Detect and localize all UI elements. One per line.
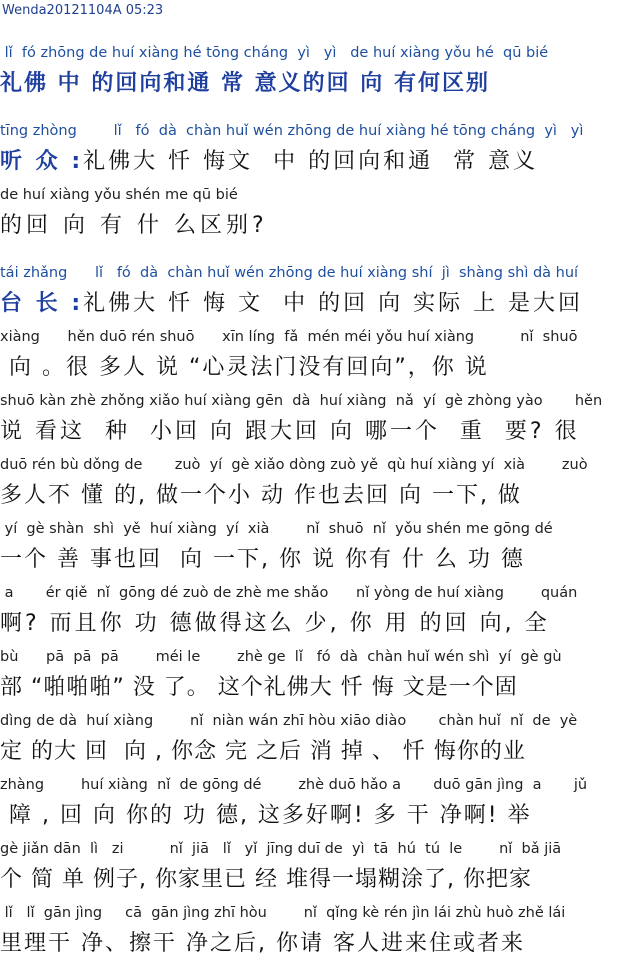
line-pinyin: shuō kàn zhè zhǒng xiǎo huí xiàng gēn dà huí xiàng nǎ yí gè zhòng yào hěn: [0, 393, 603, 409]
title-pinyin: lǐ fó zhōng de huí xiàng hé tōng cháng yì yì de huí xiàng yǒu hé qū bié: [0, 45, 549, 61]
line-hanzi: [0, 798, 636, 834]
line-text: 里理干 净、擦干 净之后, 你请 客人进来住或者来: [0, 931, 525, 956]
line-hanzi: [0, 670, 636, 706]
transcript-line: [0, 646, 636, 710]
header-filename: Wenda20121104A 05:23: [2, 3, 164, 18]
line-hanzi: [0, 478, 636, 514]
line-text: 向 。很 多人 说 “心灵法门没有回向”，你 说: [0, 355, 489, 380]
line-pinyin: dìng de dà huí xiàng nǐ niàn wán zhī hòu xiāo diào chàn huǐ nǐ de yè: [0, 713, 578, 729]
line-hanzi: [0, 734, 636, 770]
line-hanzi: [0, 542, 636, 578]
title-hanzi: 礼佛 中 的回向和通 常 意义的回 向 有何区别: [0, 71, 490, 96]
line-text: 的回 向 有 什 么区别?: [0, 213, 268, 238]
transcript-line: [0, 710, 636, 774]
speaker-label: 听 众 :: [0, 149, 84, 174]
line-text: 定 的大 回 向 , 你念 完 之后 消 掉 、 忏 悔你的业: [0, 739, 526, 764]
line-text: 一个 善 事也回 向 一下, 你 说 你有 什 么 功 德: [0, 547, 525, 572]
line-text: 礼佛大 忏 悔文 中 的回向和通 常 意义: [83, 149, 539, 174]
line-text: 说 看这 种 小回 向 跟大回 向 哪一个 重 要? 很: [0, 419, 580, 444]
line-text: 多人不 懂 的, 做一个小 动 作也去回 向 一下, 做: [0, 483, 522, 508]
line-pinyin: xiàng hěn duō rén shuō xīn líng fǎ mén méi yǒu huí xiàng nǐ shuō: [0, 329, 578, 345]
line-text: 障 , 回 向 你的 功 德, 这多好啊! 多 干 净啊! 举: [0, 803, 532, 828]
transcript-line: [0, 518, 636, 582]
line-text: 礼佛大 忏 悔 文 中 的回 向 实际 上 是大回: [83, 291, 584, 316]
line-pinyin: zhàng huí xiàng nǐ de gōng dé zhè duō hǎo a duō gān jìng a jǔ: [0, 777, 588, 793]
line-text: 啊? 而且你 功 德做得这么 少, 你 用 的回 向, 全: [0, 611, 550, 636]
line-text: 个 简 单 例子, 你家里已 经 堆得一塌糊涂了, 你把家: [0, 867, 532, 892]
transcript-line: [0, 184, 636, 248]
title-block: [0, 42, 636, 106]
transcript-line: [0, 326, 636, 390]
line-hanzi: [0, 350, 636, 386]
transcript-line: [0, 454, 636, 518]
line-pinyin: tái zhǎng lǐ fó dà chàn huǐ wén zhōng de huí xiàng shí jì shàng shì dà huí: [0, 265, 579, 281]
line-hanzi: [0, 926, 636, 962]
transcript-line: [0, 838, 636, 902]
line-hanzi: [0, 606, 636, 642]
line-hanzi: [0, 862, 636, 898]
transcript-line: [0, 120, 636, 184]
transcript-line: [0, 774, 636, 838]
line-pinyin: bù pā pā pā méi le zhè ge lǐ fó dà chàn huǐ wén shì yí gè gù: [0, 649, 562, 665]
line-hanzi: [0, 144, 636, 180]
line-pinyin: duō rén bù dǒng de zuò yí gè xiǎo dòng zuò yě qù huí xiàng yí xià zuò: [0, 457, 588, 473]
transcript-line: [0, 390, 636, 454]
line-pinyin: a ér qiě nǐ gōng dé zuò de zhè me shǎo nǐ yòng de huí xiàng quán: [0, 585, 578, 601]
line-hanzi: [0, 208, 636, 244]
line-pinyin: gè jiǎn dān lì zi nǐ jiā lǐ yǐ jīng duī de yì tā hú tú le nǐ bǎ jiā: [0, 841, 562, 857]
speaker-label: 台 长 :: [0, 291, 84, 316]
line-hanzi: [0, 286, 636, 322]
line-text: 部 “啪啪啪” 没 了。 这个礼佛大 忏 悔 文是一个固: [0, 675, 518, 700]
line-hanzi: [0, 414, 636, 450]
line-pinyin: lǐ lǐ gān jìng cā gān jìng zhī hòu nǐ qǐng kè rén jìn lái zhù huò zhě lái: [0, 905, 566, 921]
transcript-line: [0, 902, 636, 966]
line-pinyin: de huí xiàng yǒu shén me qū bié: [0, 187, 238, 203]
transcript-line: [0, 582, 636, 646]
line-pinyin: tīng zhòng lǐ fó dà chàn huǐ wén zhōng de huí xiàng hé tōng cháng yì yì: [0, 123, 584, 139]
transcript-line: [0, 262, 636, 326]
line-pinyin: yí gè shàn shì yě huí xiàng yí xià nǐ shuō nǐ yǒu shén me gōng dé: [0, 521, 553, 537]
